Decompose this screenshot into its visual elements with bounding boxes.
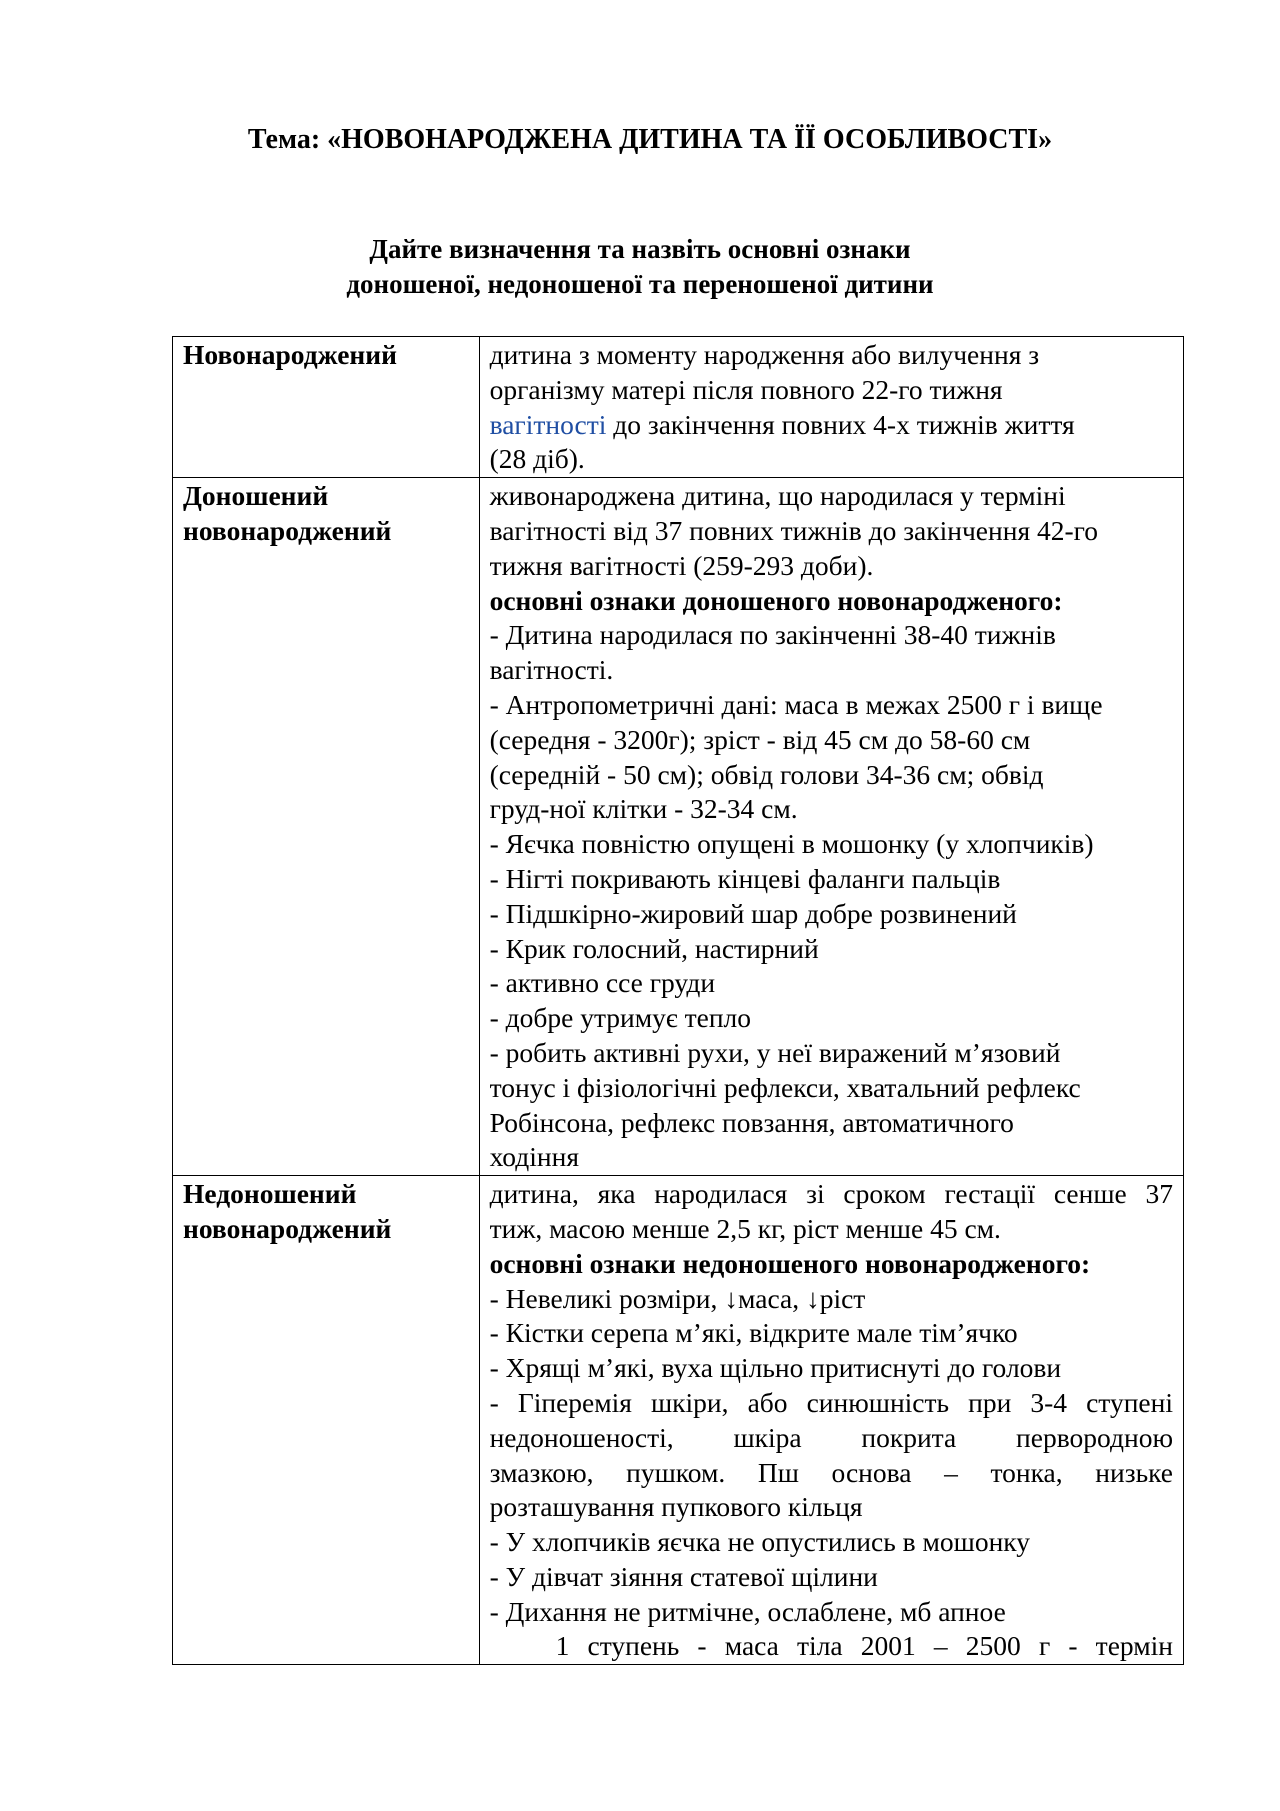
sign-line: - У хлопчиків яєчка не опустились в мошонку xyxy=(489,1526,1031,1558)
signs-title: основні ознаки доношеного новонародженого: xyxy=(489,584,1063,616)
table-row-newborn xyxy=(173,337,1184,478)
table-row-preterm xyxy=(173,1176,1184,1665)
definition-line: дитина, яка народилася зі сроком гестації сенше 37 xyxy=(489,1178,1173,1210)
definition-line: живонароджена дитина, що народилася у терміні xyxy=(489,480,1066,512)
topic-title: Тема: «НОВОНАРОДЖЕНА ДИТИНА ТА ЇЇ ОСОБЛИВОСТІ» xyxy=(247,124,1053,155)
sign-line: - Яєчка повністю опущені в мошонку (у хлопчиків) xyxy=(489,828,1094,860)
term-label: Доношений xyxy=(183,480,329,512)
sign-line: недоношеності, шкіра покрита первородною xyxy=(489,1421,1173,1453)
definitions-table xyxy=(172,336,1184,1665)
task-heading-line-1: Дайте визначення та назвіть основні ознаки xyxy=(369,234,911,264)
term-cell xyxy=(173,1176,480,1665)
definition-line: тиж, масою менше 2,5 кг, ріст менше 45 см. xyxy=(489,1212,1001,1244)
sign-line: - робить активні рухи, у неї виражений м’язовий xyxy=(489,1036,1061,1068)
term-label: Недоношений xyxy=(183,1178,357,1210)
sign-line: - Крик голосний, настирний xyxy=(489,932,819,964)
definition-line: вагітності від 37 повних тижнів до закінчення 42-го xyxy=(489,514,1098,546)
sign-line: Робінсона, рефлекс повзання, автоматичного xyxy=(489,1106,1014,1138)
sign-line: (середній - 50 см); обвід голови 34-36 см; обвід xyxy=(489,758,1044,790)
definition-cell xyxy=(479,478,1183,1176)
sign-line: - Невеликі розміри, ↓маса, ↓ріст xyxy=(489,1282,866,1314)
sign-line: - добре утримує тепло xyxy=(489,1002,752,1034)
signs-title: основні ознаки недоношеного новонародженого: xyxy=(489,1247,1091,1279)
sign-line: - Антропометричні дані: маса в межах 2500 г і вище xyxy=(489,688,1103,720)
term-label: новонароджений xyxy=(183,1212,392,1244)
definition-line: організму матері після повного 22-го тижня xyxy=(489,373,1003,405)
definition-text: до закінчення повних 4-х тижнів життя xyxy=(606,408,1075,440)
definition-line xyxy=(490,408,1173,443)
term-cell xyxy=(173,337,480,478)
table-row-fullterm xyxy=(173,478,1184,1176)
degree-line: 1 ступень - маса тіла 2001 – 2500 г - термін xyxy=(555,1630,1173,1662)
term-label: новонароджений xyxy=(183,514,392,546)
sign-line: тонус і фізіологічні рефлекси, хватальний рефлекс xyxy=(489,1071,1081,1103)
sign-line: розташування пупкового кільця xyxy=(489,1491,863,1523)
sign-line: - Дихання не ритмічне, ослаблене, мб апное xyxy=(489,1595,1006,1627)
sign-line: - Нігті покривають кінцеві фаланги пальців xyxy=(489,862,1001,894)
sign-line: змазкою, пушком. Пш основа – тонка, низьке xyxy=(489,1456,1173,1488)
sign-line: - Хрящі м’які, вуха щільно притиснуті до голови xyxy=(489,1352,1062,1384)
sign-line: - У дівчат зіяння статевої щілини xyxy=(489,1560,878,1592)
term-label: Новонароджений xyxy=(183,339,397,370)
sign-line: вагітності. xyxy=(489,654,614,686)
sign-line: - активно ссе груди xyxy=(489,967,716,999)
definition-cell xyxy=(479,1176,1183,1665)
pregnancy-link[interactable]: вагітності xyxy=(489,408,607,440)
definition-cell xyxy=(479,337,1183,478)
sign-line: (середня - 3200г); зріст - від 45 см до 58-60 см xyxy=(489,723,1031,755)
sign-line: - Дитина народилася по закінченні 38-40 тижнів xyxy=(489,619,1056,651)
definition-line: (28 діб). xyxy=(489,443,585,475)
sign-line: - Кістки серепа м’які, відкрите мале тім’ячко xyxy=(489,1317,1018,1349)
sign-line: груд-ної клітки - 32-34 см. xyxy=(489,793,798,825)
definition-line: тижня вагітності (259-293 доби). xyxy=(489,549,874,581)
task-heading xyxy=(0,232,1280,302)
term-cell xyxy=(173,478,480,1176)
sign-line: - Підшкірно-жировий шар добре розвинений xyxy=(489,897,1017,929)
sign-line: - Гіперемія шкіри, або синюшність при 3-4 ступені xyxy=(489,1386,1173,1418)
definition-line: дитина з моменту народження або вилучення з xyxy=(489,339,1040,370)
task-heading-line-2: доношеної, недоношеної та переношеної дитини xyxy=(346,269,934,299)
sign-line: ходіння xyxy=(489,1141,579,1173)
